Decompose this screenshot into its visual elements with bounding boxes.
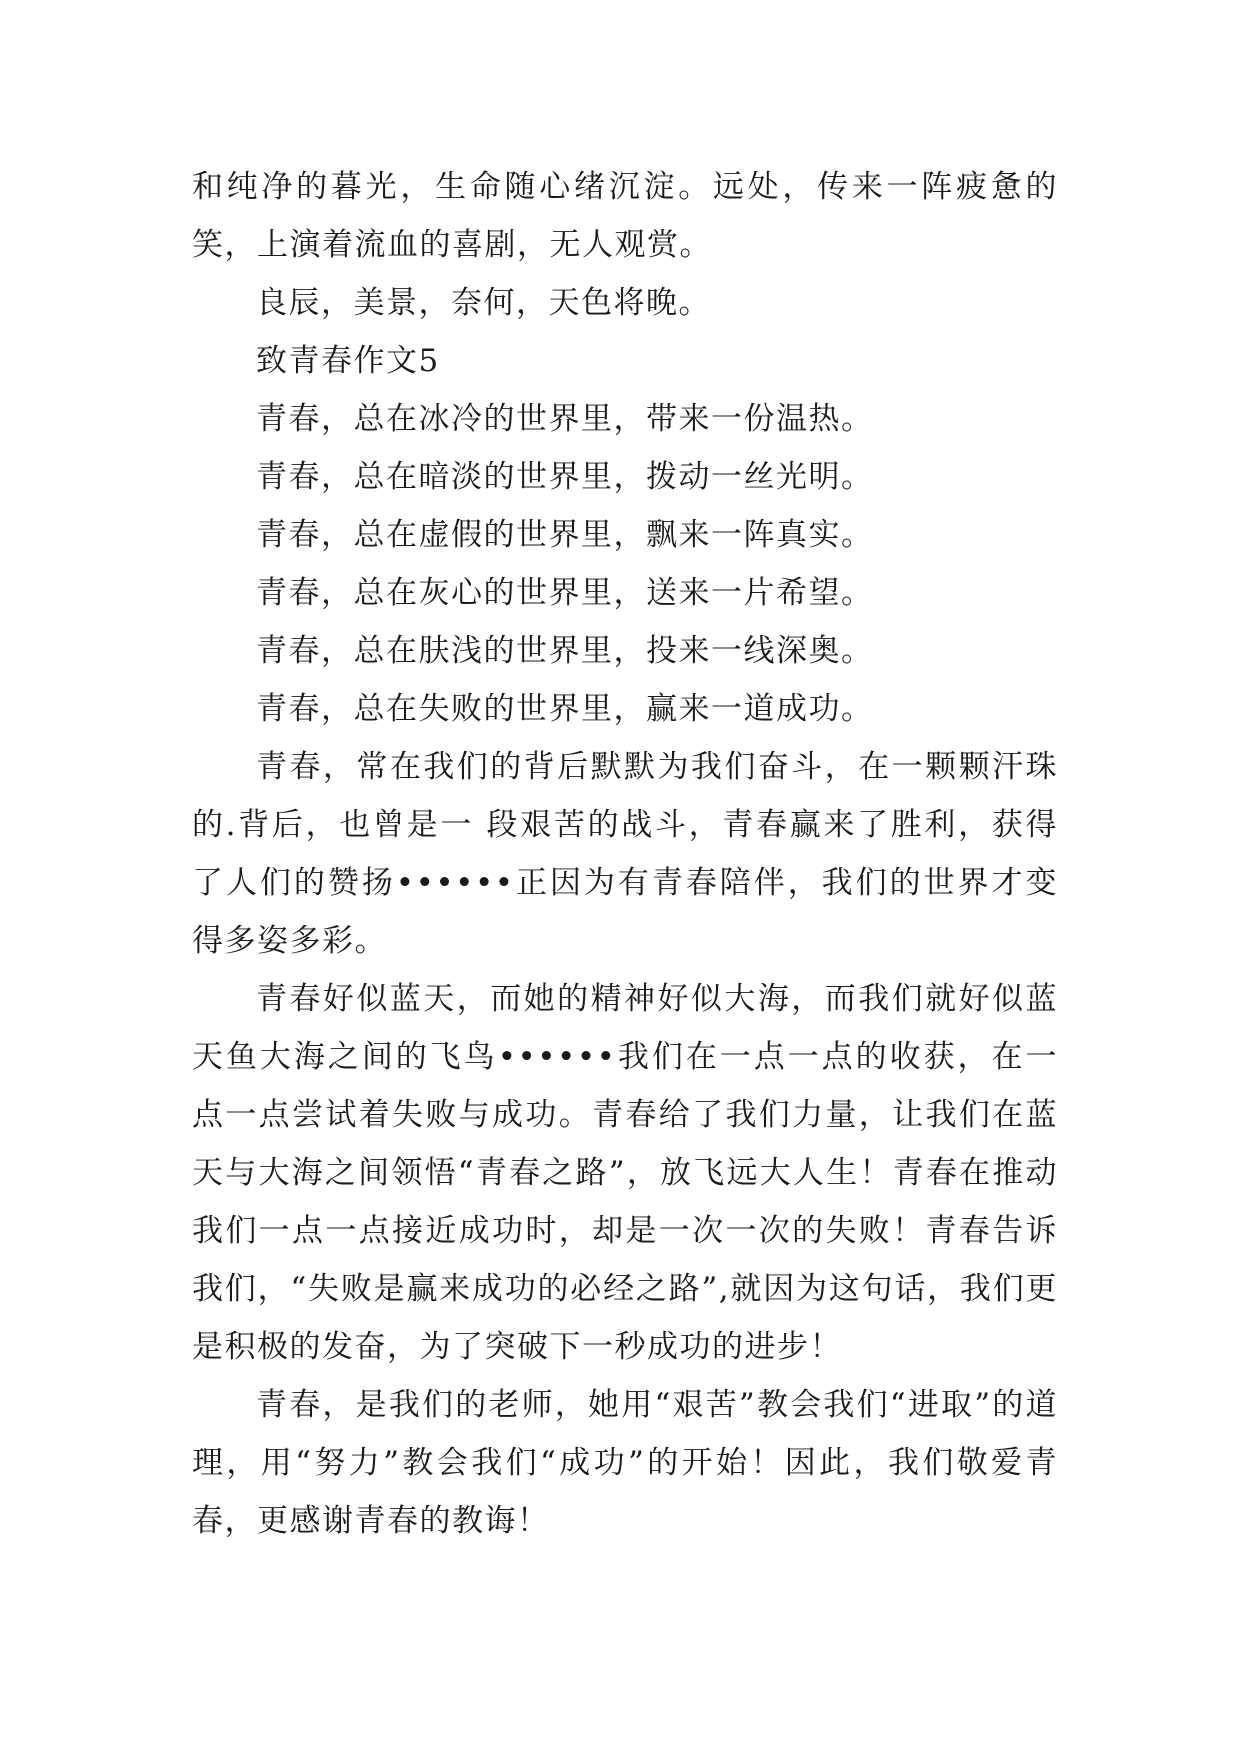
paragraph-9: 青春，总在失败的世界里，赢来一道成功。: [256, 691, 874, 727]
paragraph-1: 和纯净的暮光，生命随心绪沉淀。远处，传来一阵疲惫的笑，上演着流血的喜剧，无人观赏。: [192, 169, 1058, 263]
paragraph-2: 良辰，美景，奈何，天色将晚。: [256, 285, 711, 321]
document-body: [192, 158, 1058, 1550]
paragraph-4: 青春，总在冰冷的世界里，带来一份温热。: [256, 401, 874, 437]
paragraph-10: 青春，常在我们的背后默默为我们奋斗，在一颗颗汗珠的.背后，也曾是一 段艰苦的战斗，青春赢来了胜利，获得了人们的赞扬••••••正因为有青春陪伴，我们的世界才变得多姿多彩。: [192, 749, 1058, 959]
paragraph-7: 青春，总在灰心的世界里，送来一片希望。: [256, 575, 874, 611]
paragraph-6: 青春，总在虚假的世界里，飘来一阵真实。: [256, 517, 874, 553]
paragraph-12: 青春，是我们的老师，她用“艰苦”教会我们“进取”的道理，用“努力”教会我们“成功”的开始！因此，我们敬爱青春，更感谢青春的教诲！: [192, 1387, 1058, 1539]
section-heading: 致青春作文5: [256, 343, 440, 379]
paragraph-5: 青春，总在暗淡的世界里，拨动一丝光明。: [256, 459, 874, 495]
paragraph-8: 青春，总在肤浅的世界里，投来一线深奥。: [256, 633, 874, 669]
paragraph-11: 青春好似蓝天，而她的精神好似大海，而我们就好似蓝天鱼大海之间的飞鸟••••••我们在一点一点的收获，在一点一点尝试着失败与成功。青春给了我们力量，让我们在蓝天与大海之间领悟“青春之路”，放飞远大人生！青春在推动我们一点一点接近成功时，却是一次一次的失败！青春告诉我们，“失败是赢来成功的必经之路”,就因为这句话，我们更是积极的发奋，为了突破下一秒成功的进步！: [192, 981, 1058, 1365]
